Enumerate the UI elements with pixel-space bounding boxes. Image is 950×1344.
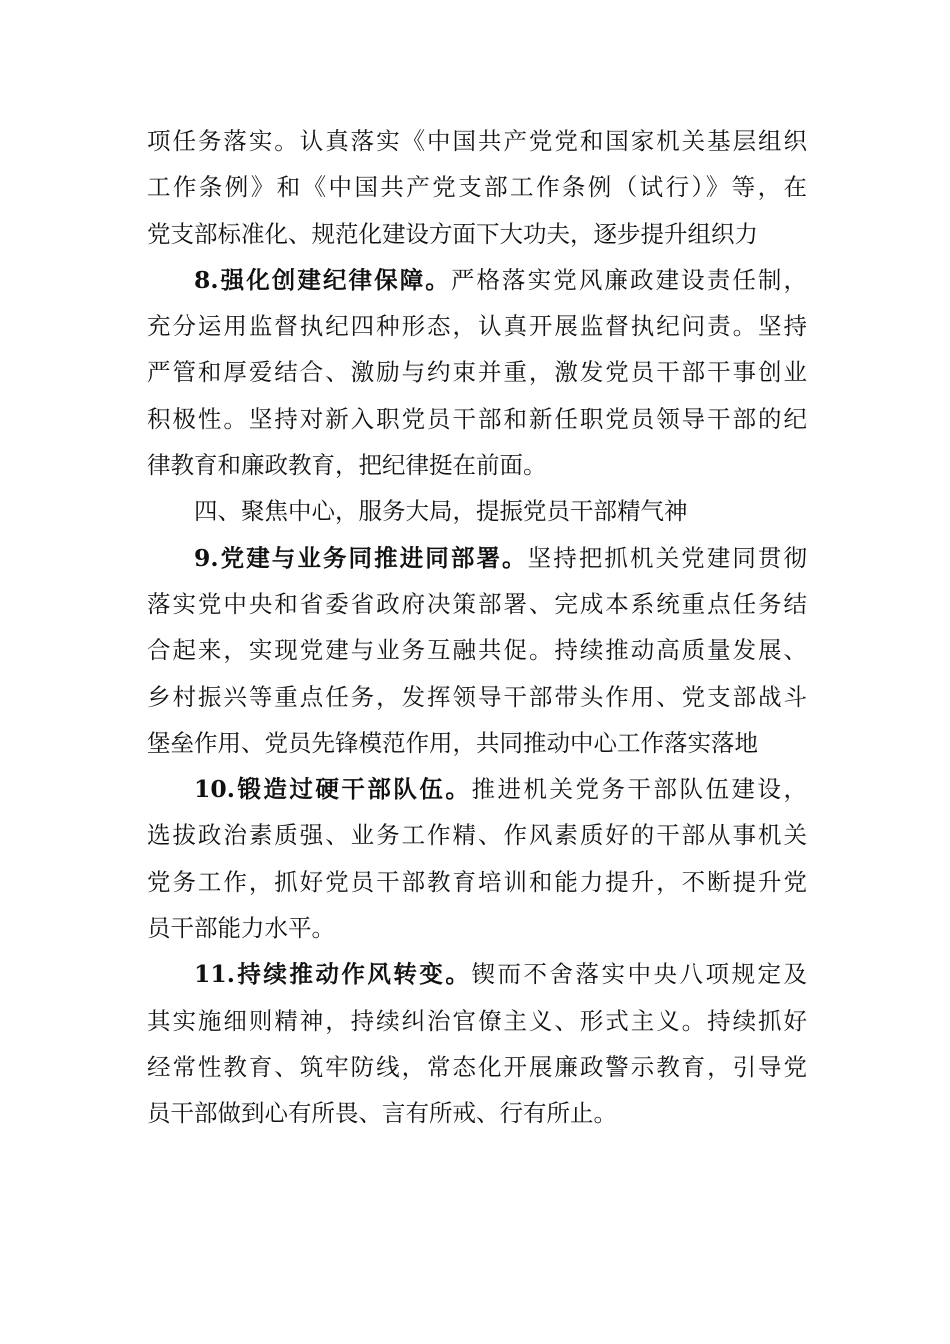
document-page: [147, 118, 807, 1137]
paragraph-first-line: [147, 951, 807, 997]
text-line: 合起来，实现党建与业务互融共促。持续推动高质量发展、: [147, 636, 807, 665]
text-line: 律教育和廉政教育，把纪律挺在前面。: [147, 451, 547, 480]
item-11-text: 锲而不舍落实中央八项规定及: [471, 960, 807, 989]
text-line: 严管和厚爱结合、激励与约束并重，激发党员干部干事创业: [147, 358, 807, 387]
text-line: 落实党中央和省委省政府决策部署、完成本系统重点任务结: [147, 589, 807, 618]
text-line: 员干部能力水平。: [147, 914, 335, 943]
paragraph-first-line: [147, 257, 807, 303]
text-line: 堡垒作用、党员先锋模范作用，共同推动中心工作落实落地: [147, 728, 758, 757]
text-line: 选拔政治素质强、业务工作精、作风素质好的干部从事机关: [147, 821, 807, 850]
item-8-title: 8.强化创建纪律保障。: [194, 265, 451, 294]
text-line: 工作条例》和《中国共产党支部工作条例（试行）》等，在: [147, 173, 807, 202]
text-line: 充分运用监督执纪四种形态，认真开展监督执纪问责。坚持: [147, 312, 807, 341]
item-9-title: 9.党建与业务同推进同部署。: [194, 543, 528, 572]
paragraph-first-line: [147, 535, 807, 581]
item-10-paragraph: [147, 766, 807, 951]
item-10-text: 推进机关党务干部队伍建设，: [471, 775, 807, 804]
text-line: 乡村振兴等重点任务，发挥领导干部带头作用、党支部战斗: [147, 682, 807, 711]
item-10-title: 10.锻造过硬干部队伍。: [194, 775, 472, 804]
intro-paragraph: [147, 118, 807, 257]
item-11-paragraph: [147, 951, 807, 1136]
text-line: 员干部做到心有所畏、言有所戒、行有所止。: [147, 1099, 617, 1128]
text-line: 党务工作，抓好党员干部教育培训和能力提升，不断提升党: [147, 867, 807, 896]
section-heading: 四、聚焦中心，服务大局，提振党员干部精气神: [194, 497, 688, 526]
item-11-title: 11.持续推动作风转变。: [194, 960, 472, 989]
item-9-paragraph: [147, 535, 807, 766]
item-8-paragraph: [147, 257, 807, 488]
item-9-text: 坚持把抓机关党建同贯彻: [527, 543, 807, 572]
text-line: 积极性。坚持对新入职党员干部和新任职党员领导干部的纪: [147, 404, 807, 433]
text-line: 党支部标准化、规范化建设方面下大功夫，逐步提升组织力: [147, 219, 758, 248]
text-line: 经常性教育、筑牢防线，常态化开展廉政警示教育，引导党: [147, 1052, 807, 1081]
paragraph-first-line: [147, 766, 807, 812]
text-line: 项任务落实。认真落实《中国共产党党和国家机关基层组织: [147, 127, 807, 155]
item-8-text: 严格落实党风廉政建设责任制，: [450, 265, 807, 294]
text-line: 其实施细则精神，持续纠治官僚主义、形式主义。持续抓好: [147, 1006, 807, 1035]
